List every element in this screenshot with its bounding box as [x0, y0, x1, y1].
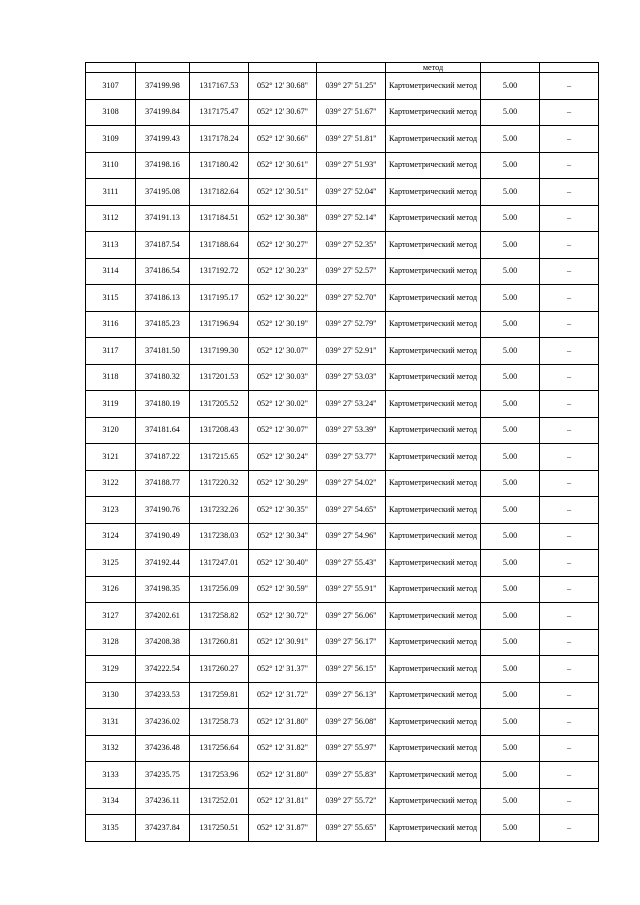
cell-lon: 039° 27' 56.15" — [317, 656, 386, 683]
cell-accuracy: 5.00 — [481, 73, 540, 100]
cell-y: 1317167.53 — [190, 73, 249, 100]
cell-y: 1317180.42 — [190, 152, 249, 179]
table-row — [86, 762, 599, 789]
table-row — [86, 576, 599, 603]
cell-x: 374188.77 — [136, 470, 190, 497]
cell-y: 1317258.82 — [190, 603, 249, 630]
cell-lon: 039° 27' 52.70" — [317, 285, 386, 312]
table-row — [86, 735, 599, 762]
cell-y: 1317178.24 — [190, 126, 249, 153]
cell-number: 3116 — [86, 311, 136, 338]
cell-lon: 039° 27' 52.04" — [317, 179, 386, 206]
cell-number: 3126 — [86, 576, 136, 603]
cell-y: 1317260.81 — [190, 629, 249, 656]
cell-method: Картометрический метод — [386, 523, 481, 550]
cell-lat: 052° 12' 30.51" — [249, 179, 317, 206]
table-row — [86, 815, 599, 842]
cell-accuracy: 5.00 — [481, 629, 540, 656]
cell-accuracy: 5.00 — [481, 311, 540, 338]
cell-lon: 039° 27' 51.67" — [317, 99, 386, 126]
cell-method: Картометрический метод — [386, 709, 481, 736]
cell-number: 3134 — [86, 788, 136, 815]
cell-note: – — [540, 815, 599, 842]
cell-x: 374233.53 — [136, 682, 190, 709]
cell-y: 1317259.81 — [190, 682, 249, 709]
cell-note: – — [540, 762, 599, 789]
cell-lon: 039° 27' 56.17" — [317, 629, 386, 656]
cell-lat: 052° 12' 30.03" — [249, 364, 317, 391]
cell-lon: 039° 27' 55.65" — [317, 815, 386, 842]
table-row — [86, 603, 599, 630]
cell-y: 1317215.65 — [190, 444, 249, 471]
cell-number: 3107 — [86, 73, 136, 100]
cell-lat: 052° 12' 31.37" — [249, 656, 317, 683]
cell-accuracy: 5.00 — [481, 497, 540, 524]
cell-method: Картометрический метод — [386, 603, 481, 630]
cell-number: 3128 — [86, 629, 136, 656]
cell-lon: 039° 27' 52.91" — [317, 338, 386, 365]
cell-note: – — [540, 523, 599, 550]
cell-accuracy: 5.00 — [481, 285, 540, 312]
cell-lat: 052° 12' 31.80" — [249, 709, 317, 736]
cell-lon: 039° 27' 54.65" — [317, 497, 386, 524]
cell-method: Картометрический метод — [386, 258, 481, 285]
table-row — [86, 152, 599, 179]
cell-method: Картометрический метод — [386, 788, 481, 815]
cell-note: – — [540, 391, 599, 418]
cell-lon: 039° 27' 52.57" — [317, 258, 386, 285]
cell-lat: 052° 12' 30.35" — [249, 497, 317, 524]
cell-method: Картометрический метод — [386, 179, 481, 206]
cell-x: 374199.43 — [136, 126, 190, 153]
table-row — [86, 788, 599, 815]
cell-lat: 052° 12' 30.22" — [249, 285, 317, 312]
cell-number: 3108 — [86, 99, 136, 126]
cell-accuracy: 5.00 — [481, 99, 540, 126]
cell-method: Картометрический метод — [386, 497, 481, 524]
cell-lat: 052° 12' 30.29" — [249, 470, 317, 497]
cell-method: Картометрический метод — [386, 470, 481, 497]
cell-number: 3124 — [86, 523, 136, 550]
cell-lon: 039° 27' 52.14" — [317, 205, 386, 232]
cell-note: – — [540, 629, 599, 656]
cell-y: 1317220.32 — [190, 470, 249, 497]
cell-accuracy: 5.00 — [481, 762, 540, 789]
cell-note: – — [540, 470, 599, 497]
cell-accuracy — [481, 63, 540, 73]
cell-accuracy: 5.00 — [481, 603, 540, 630]
cell-x: 374185.23 — [136, 311, 190, 338]
table-row — [86, 205, 599, 232]
cell-y: 1317258.73 — [190, 709, 249, 736]
cell-lon: 039° 27' 53.24" — [317, 391, 386, 418]
table-row — [86, 179, 599, 206]
cell-note: – — [540, 709, 599, 736]
cell-y: 1317196.94 — [190, 311, 249, 338]
cell-lon: 039° 27' 52.35" — [317, 232, 386, 259]
table-row — [86, 470, 599, 497]
cell-lon: 039° 27' 54.02" — [317, 470, 386, 497]
cell-accuracy: 5.00 — [481, 470, 540, 497]
cell-y: 1317188.64 — [190, 232, 249, 259]
cell-lon — [317, 63, 386, 73]
cell-note: – — [540, 152, 599, 179]
cell-lon: 039° 27' 51.81" — [317, 126, 386, 153]
cell-x: 374199.84 — [136, 99, 190, 126]
cell-lon: 039° 27' 53.03" — [317, 364, 386, 391]
cell-number: 3133 — [86, 762, 136, 789]
cell-accuracy: 5.00 — [481, 338, 540, 365]
cell-note: – — [540, 788, 599, 815]
cell-y: 1317175.47 — [190, 99, 249, 126]
cell-x: 374186.54 — [136, 258, 190, 285]
coordinates-table-page — [85, 62, 598, 842]
cell-number: 3120 — [86, 417, 136, 444]
cell-lon: 039° 27' 55.91" — [317, 576, 386, 603]
cell-lat: 052° 12' 31.72" — [249, 682, 317, 709]
cell-lon: 039° 27' 55.72" — [317, 788, 386, 815]
cell-lat: 052° 12' 31.82" — [249, 735, 317, 762]
cell-x: 374180.32 — [136, 364, 190, 391]
table-row — [86, 126, 599, 153]
cell-method: Картометрический метод — [386, 232, 481, 259]
cell-number: 3115 — [86, 285, 136, 312]
cell-method: Картометрический метод — [386, 99, 481, 126]
cell-method: Картометрический метод — [386, 364, 481, 391]
cell-lon: 039° 27' 51.93" — [317, 152, 386, 179]
cell-method: Картометрический метод — [386, 338, 481, 365]
cell-x: 374235.75 — [136, 762, 190, 789]
cell-lon: 039° 27' 55.43" — [317, 550, 386, 577]
cell-number — [86, 63, 136, 73]
table-row — [86, 364, 599, 391]
cell-y: 1317260.27 — [190, 656, 249, 683]
cell-y: 1317205.52 — [190, 391, 249, 418]
table-row — [86, 497, 599, 524]
cell-accuracy: 5.00 — [481, 232, 540, 259]
cell-x: 374187.22 — [136, 444, 190, 471]
cell-accuracy: 5.00 — [481, 417, 540, 444]
cell-x — [136, 63, 190, 73]
cell-lon: 039° 27' 53.39" — [317, 417, 386, 444]
cell-number: 3135 — [86, 815, 136, 842]
cell-y: 1317232.26 — [190, 497, 249, 524]
cell-accuracy: 5.00 — [481, 550, 540, 577]
cell-note: – — [540, 735, 599, 762]
cell-method: Картометрический метод — [386, 205, 481, 232]
cell-method: Картометрический метод — [386, 735, 481, 762]
cell-y: 1317208.43 — [190, 417, 249, 444]
cell-note: – — [540, 364, 599, 391]
cell-x: 374190.49 — [136, 523, 190, 550]
table-row — [86, 417, 599, 444]
cell-method: Картометрический метод — [386, 152, 481, 179]
cell-note: – — [540, 205, 599, 232]
table-row — [86, 444, 599, 471]
cell-note — [540, 63, 599, 73]
cell-note: – — [540, 417, 599, 444]
cell-number: 3112 — [86, 205, 136, 232]
cell-accuracy: 5.00 — [481, 815, 540, 842]
cell-x: 374187.54 — [136, 232, 190, 259]
cell-x: 374208.38 — [136, 629, 190, 656]
cell-number: 3132 — [86, 735, 136, 762]
table-row — [86, 550, 599, 577]
table-row — [86, 73, 599, 100]
cell-method: Картометрический метод — [386, 576, 481, 603]
table-row — [86, 258, 599, 285]
cell-lon: 039° 27' 51.25" — [317, 73, 386, 100]
cell-lat: 052° 12' 30.40" — [249, 550, 317, 577]
cell-lat: 052° 12' 30.68" — [249, 73, 317, 100]
cell-x: 374192.44 — [136, 550, 190, 577]
cell-note: – — [540, 285, 599, 312]
cell-y: 1317192.72 — [190, 258, 249, 285]
cell-lat: 052° 12' 30.61" — [249, 152, 317, 179]
cell-lat: 052° 12' 30.34" — [249, 523, 317, 550]
cell-lon: 039° 27' 53.77" — [317, 444, 386, 471]
table-row — [86, 682, 599, 709]
cell-note: – — [540, 126, 599, 153]
cell-lat: 052° 12' 30.66" — [249, 126, 317, 153]
cell-lat — [249, 63, 317, 73]
cell-note: – — [540, 179, 599, 206]
cell-note: – — [540, 497, 599, 524]
cell-number: 3131 — [86, 709, 136, 736]
cell-note: – — [540, 656, 599, 683]
cell-accuracy: 5.00 — [481, 523, 540, 550]
cell-y: 1317201.53 — [190, 364, 249, 391]
cell-accuracy: 5.00 — [481, 682, 540, 709]
cell-lat: 052° 12' 30.07" — [249, 417, 317, 444]
cell-x: 374180.19 — [136, 391, 190, 418]
cell-number: 3123 — [86, 497, 136, 524]
cell-lat: 052° 12' 31.81" — [249, 788, 317, 815]
cell-number: 3125 — [86, 550, 136, 577]
cell-x: 374186.13 — [136, 285, 190, 312]
cell-number: 3121 — [86, 444, 136, 471]
cell-lat: 052° 12' 30.38" — [249, 205, 317, 232]
table-row — [86, 232, 599, 259]
cell-note: – — [540, 258, 599, 285]
table-row — [86, 523, 599, 550]
cell-y: 1317184.51 — [190, 205, 249, 232]
cell-method: Картометрический метод — [386, 285, 481, 312]
cell-note: – — [540, 311, 599, 338]
cell-accuracy: 5.00 — [481, 126, 540, 153]
cell-number: 3111 — [86, 179, 136, 206]
cell-lat: 052° 12' 31.87" — [249, 815, 317, 842]
cell-lon: 039° 27' 55.97" — [317, 735, 386, 762]
cell-method: Картометрический метод — [386, 629, 481, 656]
cell-number: 3113 — [86, 232, 136, 259]
cell-x: 374198.16 — [136, 152, 190, 179]
cell-lat: 052° 12' 30.23" — [249, 258, 317, 285]
cell-lat: 052° 12' 30.24" — [249, 444, 317, 471]
cell-accuracy: 5.00 — [481, 179, 540, 206]
cell-number: 3110 — [86, 152, 136, 179]
table-row — [86, 656, 599, 683]
cell-y: 1317199.30 — [190, 338, 249, 365]
cell-number: 3122 — [86, 470, 136, 497]
cell-y: 1317253.96 — [190, 762, 249, 789]
cell-y: 1317247.01 — [190, 550, 249, 577]
cell-x: 374236.11 — [136, 788, 190, 815]
cell-lon: 039° 27' 56.13" — [317, 682, 386, 709]
cell-method: Картометрический метод — [386, 311, 481, 338]
cell-number: 3118 — [86, 364, 136, 391]
coordinates-table — [85, 62, 599, 842]
cell-lat: 052° 12' 30.19" — [249, 311, 317, 338]
cell-lat: 052° 12' 30.27" — [249, 232, 317, 259]
cell-lon: 039° 27' 54.96" — [317, 523, 386, 550]
cell-method: Картометрический метод — [386, 444, 481, 471]
cell-lat: 052° 12' 30.91" — [249, 629, 317, 656]
cell-x: 374237.84 — [136, 815, 190, 842]
cell-number: 3117 — [86, 338, 136, 365]
cell-x: 374190.76 — [136, 497, 190, 524]
cell-note: – — [540, 576, 599, 603]
cell-x: 374236.02 — [136, 709, 190, 736]
cell-accuracy: 5.00 — [481, 735, 540, 762]
cell-x: 374195.08 — [136, 179, 190, 206]
cell-number: 3130 — [86, 682, 136, 709]
table-row — [86, 629, 599, 656]
cell-note: – — [540, 232, 599, 259]
cell-x: 374198.35 — [136, 576, 190, 603]
table-row — [86, 99, 599, 126]
cell-y: 1317195.17 — [190, 285, 249, 312]
cell-y: 1317238.03 — [190, 523, 249, 550]
cell-number: 3119 — [86, 391, 136, 418]
table-row — [86, 285, 599, 312]
cell-lon: 039° 27' 52.79" — [317, 311, 386, 338]
continuation-row — [86, 63, 599, 73]
cell-lon: 039° 27' 56.08" — [317, 709, 386, 736]
cell-method: Картометрический метод — [386, 656, 481, 683]
cell-method: Картометрический метод — [386, 126, 481, 153]
cell-note: – — [540, 73, 599, 100]
cell-note: – — [540, 444, 599, 471]
cell-x: 374236.48 — [136, 735, 190, 762]
cell-accuracy: 5.00 — [481, 364, 540, 391]
cell-method: Картометрический метод — [386, 391, 481, 418]
table-row — [86, 391, 599, 418]
cell-y: 1317250.51 — [190, 815, 249, 842]
cell-x: 374199.98 — [136, 73, 190, 100]
cell-accuracy: 5.00 — [481, 656, 540, 683]
cell-x: 374222.54 — [136, 656, 190, 683]
cell-note: – — [540, 99, 599, 126]
cell-lat: 052° 12' 30.59" — [249, 576, 317, 603]
cell-lat: 052° 12' 30.07" — [249, 338, 317, 365]
cell-method: Картометрический метод — [386, 73, 481, 100]
cell-y: 1317256.09 — [190, 576, 249, 603]
cell-accuracy: 5.00 — [481, 444, 540, 471]
table-row — [86, 338, 599, 365]
cell-x: 374181.64 — [136, 417, 190, 444]
cell-y: 1317252.01 — [190, 788, 249, 815]
table-row — [86, 311, 599, 338]
cell-method: Картометрический метод — [386, 762, 481, 789]
cell-number: 3114 — [86, 258, 136, 285]
cell-note: – — [540, 603, 599, 630]
cell-number: 3127 — [86, 603, 136, 630]
cell-accuracy: 5.00 — [481, 205, 540, 232]
cell-accuracy: 5.00 — [481, 391, 540, 418]
cell-accuracy: 5.00 — [481, 152, 540, 179]
cell-lat: 052° 12' 30.67" — [249, 99, 317, 126]
cell-y: 1317256.64 — [190, 735, 249, 762]
cell-lat: 052° 12' 30.02" — [249, 391, 317, 418]
cell-x: 374191.13 — [136, 205, 190, 232]
cell-method: Картометрический метод — [386, 417, 481, 444]
cell-method: Картометрический метод — [386, 815, 481, 842]
cell-x: 374181.50 — [136, 338, 190, 365]
cell-accuracy: 5.00 — [481, 258, 540, 285]
cell-method: Картометрический метод — [386, 682, 481, 709]
cell-method: Картометрический метод — [386, 550, 481, 577]
cell-note: – — [540, 682, 599, 709]
cell-lon: 039° 27' 55.83" — [317, 762, 386, 789]
cell-note: – — [540, 338, 599, 365]
cell-lat: 052° 12' 30.72" — [249, 603, 317, 630]
cell-accuracy: 5.00 — [481, 576, 540, 603]
cell-note: – — [540, 550, 599, 577]
cell-accuracy: 5.00 — [481, 709, 540, 736]
cell-lat: 052° 12' 31.80" — [249, 762, 317, 789]
cell-x: 374202.61 — [136, 603, 190, 630]
cell-lon: 039° 27' 56.06" — [317, 603, 386, 630]
cell-number: 3129 — [86, 656, 136, 683]
cell-accuracy: 5.00 — [481, 788, 540, 815]
cell-y — [190, 63, 249, 73]
cell-number: 3109 — [86, 126, 136, 153]
table-row — [86, 709, 599, 736]
cell-method: метод — [386, 63, 481, 73]
cell-y: 1317182.64 — [190, 179, 249, 206]
